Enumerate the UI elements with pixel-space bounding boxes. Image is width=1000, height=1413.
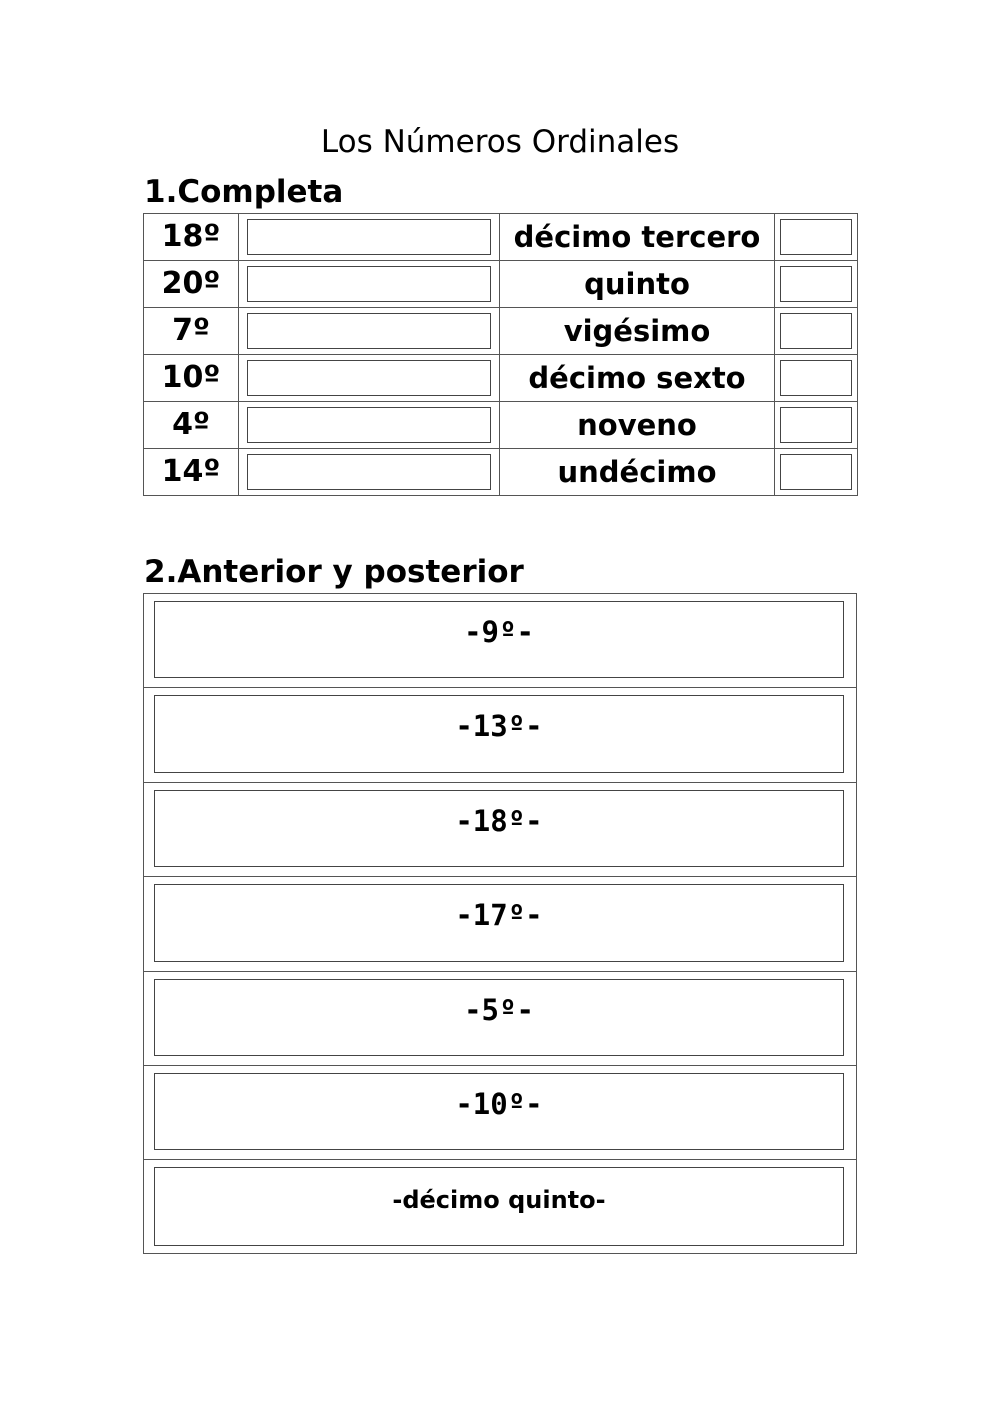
answer-area[interactable] (154, 695, 844, 772)
ordinal-word: quinto (500, 261, 775, 308)
ordinal-number: 20º (144, 261, 239, 308)
exercise2-table (143, 593, 857, 1254)
ordinal-word: vigésimo (500, 308, 775, 355)
table-row (144, 308, 858, 355)
ordinal-prompt: -13º- (455, 709, 543, 744)
table-row (144, 214, 858, 261)
table-row (144, 402, 858, 449)
answer-area[interactable] (154, 1073, 844, 1150)
list-item (144, 1160, 856, 1254)
list-item (144, 877, 856, 971)
word-answer-box[interactable] (247, 313, 491, 349)
word-answer-box[interactable] (247, 360, 491, 396)
ordinal-word: décimo tercero (500, 214, 775, 261)
list-item (144, 688, 856, 782)
ordinal-prompt: -10º- (455, 1086, 543, 1121)
ordinal-prompt: -9º- (464, 615, 534, 649)
page-title: Los Números Ordinales (320, 124, 680, 160)
number-answer-box[interactable] (780, 313, 852, 349)
table-row (144, 449, 858, 496)
number-answer-box[interactable] (780, 407, 852, 443)
table-row (144, 261, 858, 308)
list-item (144, 594, 856, 688)
exercise2-heading: 2.Anterior y posterior (144, 554, 524, 590)
ordinal-prompt: -5º- (464, 992, 534, 1027)
ordinal-prompt: -18º- (455, 803, 543, 838)
number-answer-box[interactable] (780, 266, 852, 302)
number-answer-box[interactable] (780, 454, 852, 490)
answer-area[interactable] (154, 979, 844, 1056)
ordinal-word: undécimo (500, 449, 775, 496)
table-row (144, 355, 858, 402)
list-item (144, 783, 856, 877)
answer-area[interactable] (154, 1167, 844, 1245)
ordinal-prompt: -décimo quinto- (392, 1186, 606, 1215)
list-item (144, 1066, 856, 1160)
word-answer-box[interactable] (247, 266, 491, 302)
ordinal-number: 4º (144, 402, 239, 449)
ordinal-number: 14º (144, 449, 239, 496)
ordinal-number: 10º (144, 355, 239, 402)
word-answer-box[interactable] (247, 407, 491, 443)
list-item (144, 972, 856, 1066)
ordinal-number: 7º (144, 308, 239, 355)
ordinal-word: décimo sexto (500, 355, 775, 402)
word-answer-box[interactable] (247, 219, 491, 255)
word-answer-box[interactable] (247, 454, 491, 490)
answer-area[interactable] (154, 884, 844, 961)
number-answer-box[interactable] (780, 219, 852, 255)
ordinal-number: 18º (144, 214, 239, 261)
exercise1-table (143, 213, 858, 496)
answer-area[interactable] (154, 601, 844, 678)
answer-area[interactable] (154, 790, 844, 867)
exercise1-heading: 1.Completa (144, 174, 344, 210)
ordinal-prompt: -17º- (455, 898, 543, 933)
number-answer-box[interactable] (780, 360, 852, 396)
ordinal-word: noveno (500, 402, 775, 449)
